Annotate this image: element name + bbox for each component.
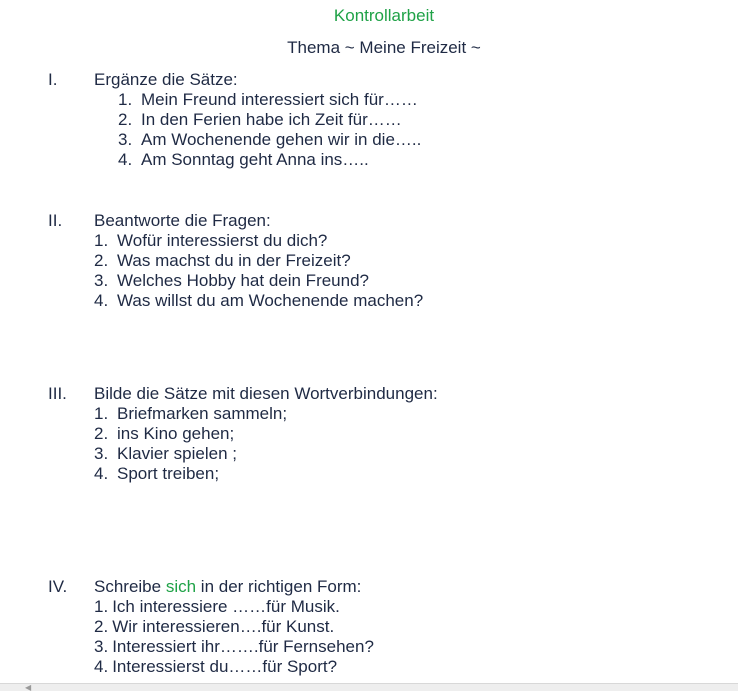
- item-number: 1.: [94, 231, 109, 250]
- item-number: 2.: [94, 251, 109, 270]
- item-text: Was machst du in der Freizeit?: [117, 251, 351, 270]
- item-text: Klavier spielen ;: [117, 444, 238, 463]
- section-2-heading: Beantworte die Fragen:: [94, 211, 271, 230]
- section-3-numeral: III.: [48, 384, 67, 403]
- item-text: Welches Hobby hat dein Freund?: [117, 271, 370, 290]
- list-item: [94, 464, 287, 484]
- item-text: Ich interessiere ……für Musik.: [112, 597, 340, 616]
- section-1-list: [118, 90, 421, 170]
- section-4-list: [94, 597, 374, 677]
- list-item: [94, 404, 287, 424]
- item-number: 4.: [118, 150, 133, 169]
- item-number: 3.: [118, 130, 133, 149]
- item-text: In den Ferien habe ich Zeit für……: [141, 110, 402, 129]
- section-1-heading: Ergänze die Sätze:: [94, 70, 238, 89]
- item-text: Wir interessieren….für Kunst.: [112, 617, 335, 636]
- section-4-numeral: IV.: [48, 577, 68, 596]
- list-item: [94, 424, 287, 444]
- item-number: 4.: [94, 291, 109, 310]
- item-number: 1.: [94, 597, 109, 616]
- item-text: Mein Freund interessiert sich für……: [141, 90, 418, 109]
- section-4-heading-before: Schreibe: [94, 577, 166, 596]
- list-item: [118, 90, 421, 110]
- list-item: [94, 291, 423, 311]
- scroll-left-icon[interactable]: ◀: [25, 683, 32, 692]
- item-text: Am Sonntag geht Anna ins…..: [141, 150, 369, 169]
- item-number: 1.: [118, 90, 133, 109]
- item-number: 2.: [94, 617, 109, 636]
- item-number: 4.: [94, 657, 109, 676]
- section-4-heading-after: in der richtigen Form:: [196, 577, 362, 596]
- list-item: [94, 657, 374, 677]
- item-number: 2.: [94, 424, 109, 443]
- item-text: Interessierst du……für Sport?: [112, 657, 338, 676]
- item-number: 3.: [94, 637, 109, 656]
- list-item: [94, 231, 423, 251]
- list-item: [94, 597, 374, 617]
- section-2-numeral: II.: [48, 211, 63, 230]
- item-text: Sport treiben;: [117, 464, 220, 483]
- item-text: ins Kino gehen;: [117, 424, 235, 443]
- list-item: [118, 130, 421, 150]
- item-number: 3.: [94, 271, 109, 290]
- section-4-heading: [94, 577, 361, 597]
- item-number: 2.: [118, 110, 133, 129]
- section-2-list: [94, 231, 423, 311]
- item-number: 3.: [94, 444, 109, 463]
- list-item: [94, 251, 423, 271]
- list-item: [94, 444, 287, 464]
- list-item: [94, 271, 423, 291]
- list-item: [94, 617, 374, 637]
- item-text: Wofür interessierst du dich?: [117, 231, 328, 250]
- document-title: Kontrollarbeit: [333, 6, 435, 25]
- list-item: [118, 150, 421, 170]
- item-text: Am Wochenende gehen wir in die…..: [141, 130, 422, 149]
- item-text: Was willst du am Wochenende machen?: [117, 291, 424, 310]
- list-item: [94, 637, 374, 657]
- section-3-heading: Bilde die Sätze mit diesen Wortverbindungen:: [94, 384, 438, 403]
- section-4-heading-highlight: sich: [165, 577, 197, 596]
- item-number: 1.: [94, 404, 109, 423]
- section-3-list: [94, 404, 287, 484]
- section-1-numeral: I.: [48, 70, 58, 89]
- item-text: Interessiert ihr…….für Fernsehen?: [112, 637, 374, 656]
- document-subtitle: Thema ~ Meine Freizeit ~: [287, 38, 481, 57]
- item-number: 4.: [94, 464, 109, 483]
- item-text: Briefmarken sammeln;: [117, 404, 288, 423]
- list-item: [118, 110, 421, 130]
